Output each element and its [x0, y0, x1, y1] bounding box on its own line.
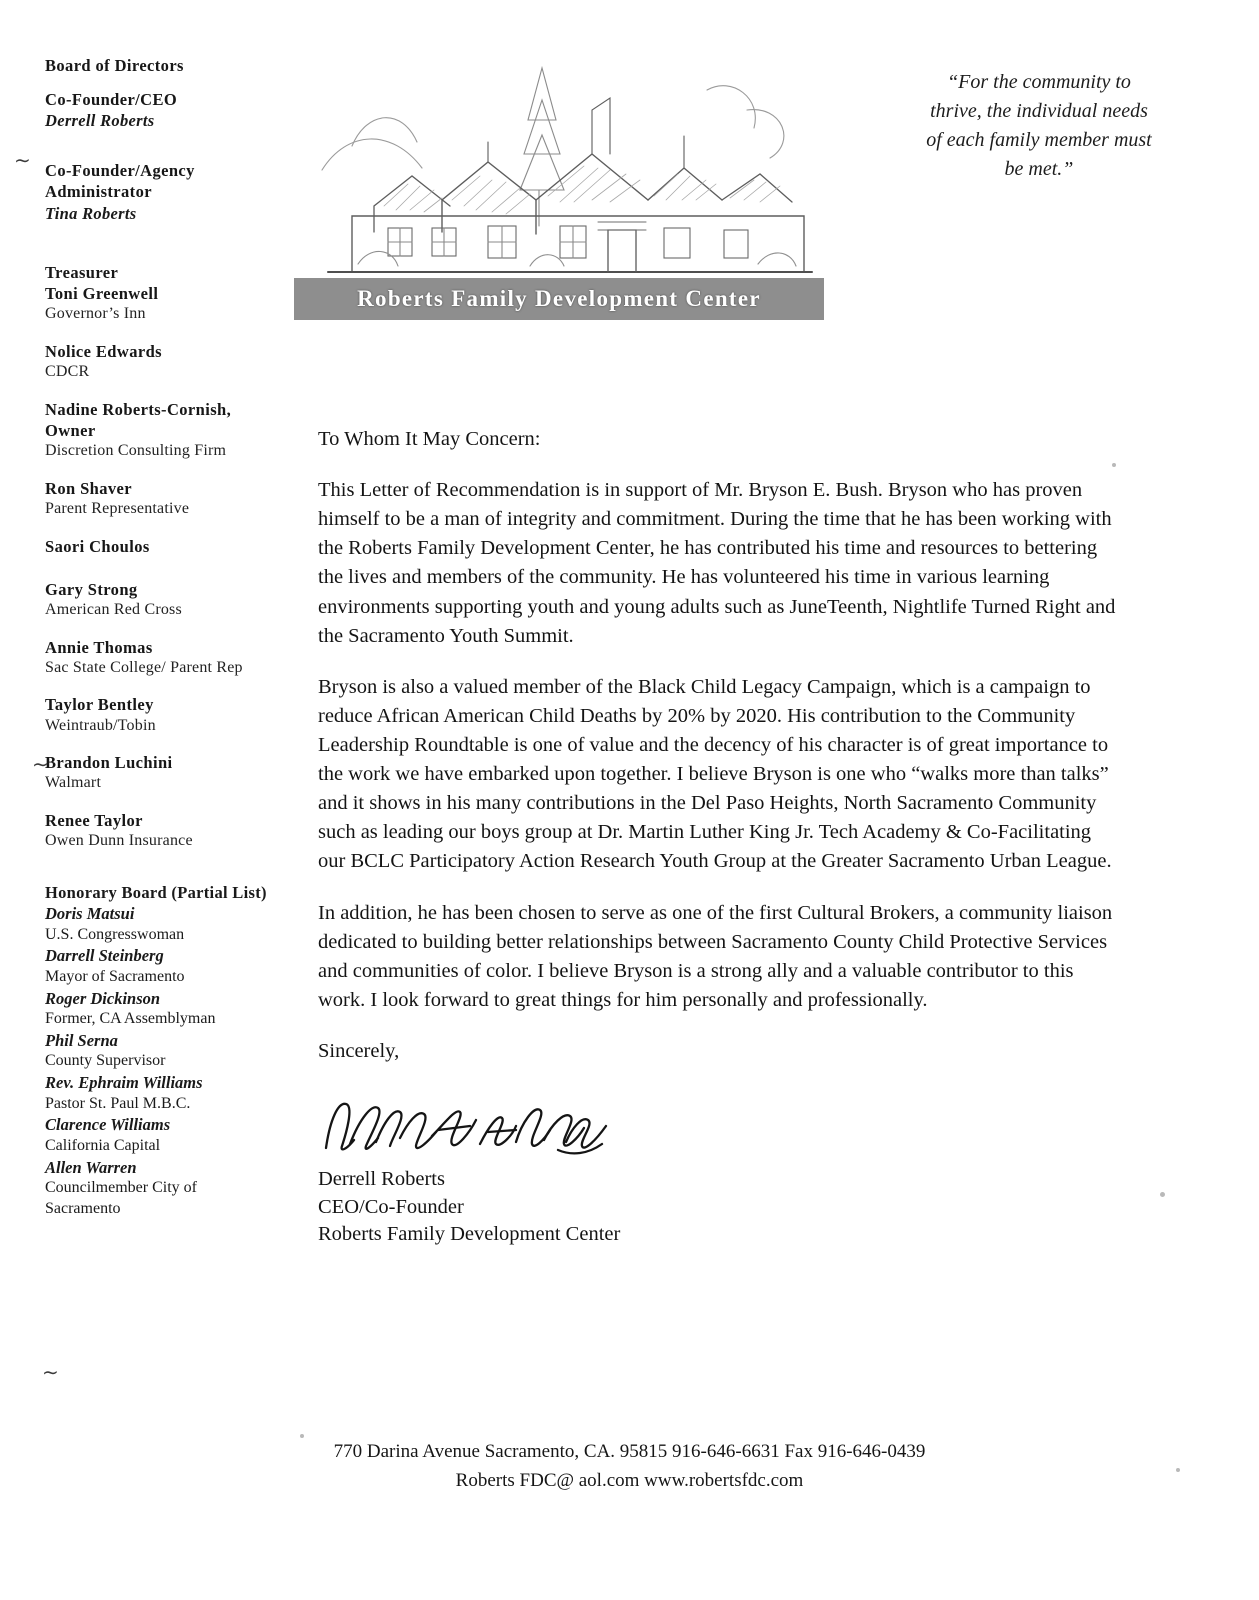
signer-organization: Roberts Family Development Center	[318, 1223, 621, 1246]
board-entry-name: Gary Strong	[45, 579, 138, 599]
board-entry	[45, 89, 275, 131]
honorary-entry	[45, 1072, 275, 1114]
board-entry-org: Weintraub/Tobin	[45, 716, 156, 734]
honorary-entry-role: Councilmember City of Sacramento	[45, 1179, 197, 1217]
letter-paragraph-2: Bryson is also a valued member of the Black Child Legacy Campaign, which is a campaign to reduce African American Child Deaths by 20% by 2020. His contribution to the Community Leadership Roundtable is one of value and the decency of his character is of great importance to the work we have embarked upon together. I believe Bryson is one who “walks more than talks” and it shows in his many contributions in the Del Paso Heights, North Sacramento Community such as leading our boys group at Dr. Martin Luther King Jr. Tech Academy & Co-Facilitating our BCLC Participatory Action Research Youth Group at the Greater Sacramento Urban League.	[318, 675, 1112, 873]
scan-artifact-mark: ∼	[32, 754, 49, 776]
board-entry-name: Annie Thomas	[45, 637, 153, 657]
honorary-entry-role: California Capital	[45, 1136, 161, 1154]
signer-title: CEO/Co-Founder	[318, 1195, 464, 1218]
honorary-entry-role: Mayor of Sacramento	[45, 967, 185, 985]
board-entry	[45, 637, 275, 679]
board-entry-org: Owen Dunn Insurance	[45, 832, 193, 850]
honorary-entry	[45, 945, 275, 987]
board-entry-name: Saori Choulos	[45, 536, 150, 556]
honorary-entry	[45, 903, 275, 945]
honorary-entry-role: U.S. Congresswoman	[45, 925, 185, 943]
board-entry-name: Brandon Luchini	[45, 753, 173, 773]
board-entry-org: American Red Cross	[45, 600, 182, 618]
house-sketch-icon	[292, 50, 832, 282]
scan-artifact-mark: ∼	[14, 150, 31, 172]
signer-name: Derrell Roberts	[318, 1168, 445, 1191]
honorary-entry-name: Rev. Ephraim Williams	[45, 1073, 203, 1093]
letter-salutation: To Whom It May Concern:	[318, 428, 541, 450]
board-entry	[45, 160, 275, 223]
board-entry	[45, 262, 275, 325]
board-entry-name: Ron Shaver	[45, 478, 132, 498]
honorary-entry-role: County Supervisor	[45, 1052, 166, 1070]
board-entry-name: Tina Roberts	[45, 203, 137, 223]
honorary-entry	[45, 1114, 275, 1156]
letter-body	[318, 425, 1118, 1249]
board-entry-name: Nolice Edwards	[45, 341, 162, 361]
board-entry	[45, 341, 275, 383]
footer-contact-line: Roberts FDC@ aol.com www.robertsfdc.com	[455, 1469, 804, 1491]
board-entry-role: Co-Founder/CEO	[45, 90, 178, 110]
board-entry-name: Nadine Roberts-Cornish, Owner	[45, 399, 232, 440]
honorary-entry-name: Clarence Williams	[45, 1115, 171, 1135]
honorary-entry	[45, 1030, 275, 1072]
board-entry	[45, 579, 275, 621]
scan-speck	[300, 1434, 304, 1438]
board-entry	[45, 536, 275, 557]
board-entry	[45, 694, 275, 736]
letter-footer	[0, 1438, 1259, 1495]
board-entry	[45, 399, 275, 462]
logo-banner	[294, 278, 824, 320]
scan-speck	[1160, 1192, 1165, 1197]
honorary-entry-name: Darrell Steinberg	[45, 946, 164, 966]
honorary-entry-name: Doris Matsui	[45, 904, 135, 924]
honorary-entry-role: Former, CA Assemblyman	[45, 1010, 216, 1028]
honorary-entry-role: Pastor St. Paul M.B.C.	[45, 1094, 191, 1112]
honorary-entry	[45, 1157, 275, 1220]
board-entry	[45, 752, 275, 794]
board-entry-org: Walmart	[45, 774, 102, 792]
letter-paragraph-1: This Letter of Recommendation is in support of Mr. Bryson E. Bush. Bryson who has proven himself to be a man of integrity and commitment. During the time that he has been working with the Roberts Family Development Center, he has contributed his time and resources to bettering the lives and members of the community. He has volunteered his time in various learning environments supporting youth and young adults such as JuneTeenth, Nightlife Turned Right and the Sacramento Youth Summit.	[318, 479, 1116, 647]
honorary-entry	[45, 988, 275, 1030]
letter-paragraph-3: In addition, he has been chosen to serve as one of the first Cultural Brokers, a community liaison dedicated to building better relationships between Sacramento County Child Protective Services and communities of color. I believe Bryson is a strong ally and a valuable contributor to this work. I look forward to great things for him personally and professionally.	[318, 901, 1113, 1011]
board-entry-role: Treasurer	[45, 262, 119, 282]
honorary-entry-name: Allen Warren	[45, 1157, 137, 1177]
scan-artifact-mark: ∼	[42, 1362, 59, 1384]
board-entry-org: CDCR	[45, 362, 90, 380]
board-entry-name: Renee Taylor	[45, 811, 143, 831]
board-entry-org: Sac State College/ Parent Rep	[45, 658, 243, 676]
board-entry-name: Taylor Bentley	[45, 695, 154, 715]
footer-address-line: 770 Darina Avenue Sacramento, CA. 95815 916-646-6631 Fax 916-646-0439	[333, 1441, 926, 1462]
board-entry	[45, 810, 275, 852]
signature-image	[320, 1088, 620, 1164]
organization-logo	[292, 50, 832, 325]
board-entry-org: Governor’s Inn	[45, 304, 146, 322]
board-entry-org: Discretion Consulting Firm	[45, 441, 227, 459]
honorary-board-title: Honorary Board (Partial List)	[45, 883, 267, 903]
board-of-directors-sidebar	[45, 55, 275, 1220]
honorary-board-section	[45, 882, 275, 1220]
board-entry-name: Toni Greenwell	[45, 283, 159, 303]
scan-speck	[1176, 1468, 1180, 1472]
sidebar-title: Board of Directors	[45, 56, 184, 75]
logo-banner-text: Roberts Family Development Center	[357, 286, 761, 311]
board-entry-role: Co-Founder/Agency Administrator	[45, 161, 195, 202]
mission-quote: “For the community to thrive, the individual needs of each family member must be met.”	[926, 71, 1152, 180]
board-entry	[45, 478, 275, 520]
honorary-entry-name: Phil Serna	[45, 1030, 118, 1050]
board-entry-name: Derrell Roberts	[45, 111, 155, 131]
scan-speck	[1112, 463, 1116, 467]
letter-closing: Sincerely,	[318, 1039, 400, 1062]
honorary-entry-name: Roger Dickinson	[45, 988, 161, 1008]
board-entry-org: Parent Representative	[45, 499, 190, 517]
